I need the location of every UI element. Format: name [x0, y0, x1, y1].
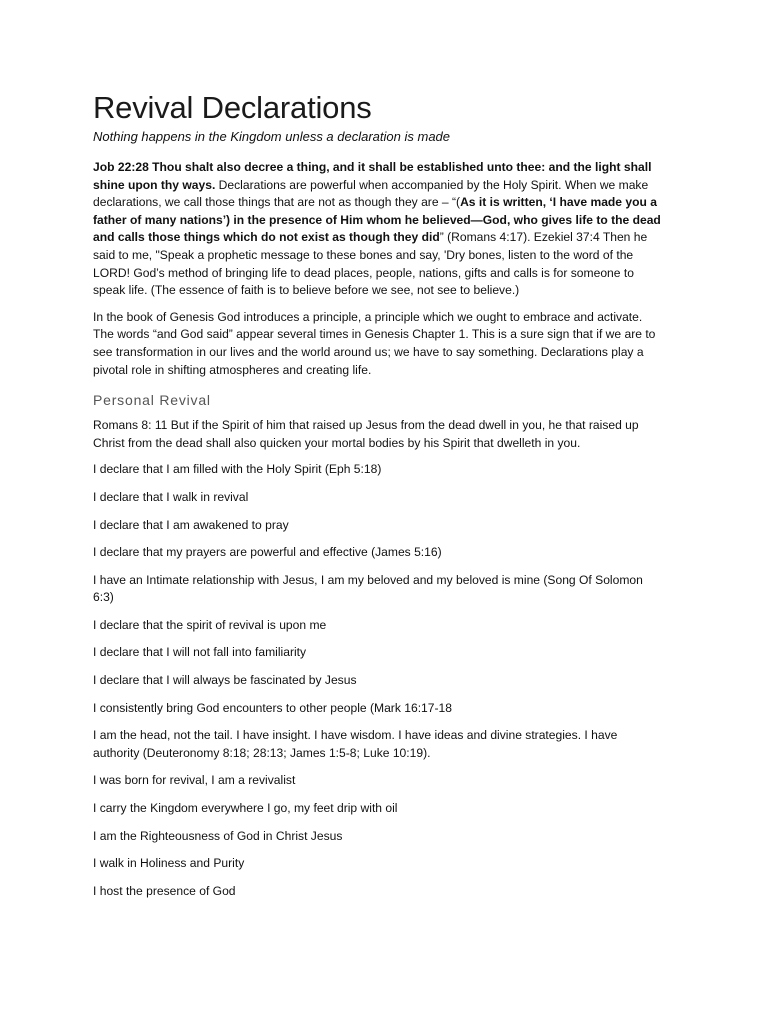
declaration-item: I declare that I walk in revival	[93, 489, 249, 504]
document-subtitle: Nothing happens in the Kingdom unless a declaration is made	[93, 129, 451, 144]
declaration-item: I walk in Holiness and Purity	[93, 856, 245, 871]
intro-text-a: Declarations are powerful when accompanied by the Holy Spirit. When we make declarations, we call those things that are not as though they are – “(	[93, 177, 649, 210]
declaration-item: I was born for revival, I am a revivalist	[93, 773, 296, 788]
declaration-item: I carry the Kingdom everywhere I go, my feet drip with oil	[93, 801, 398, 816]
declaration-item: I am the head, not the tail. I have insight. I have wisdom. I have ideas and divine strategies. I have authority (Deuteronomy 8:18; 28:13; James 1:5-8; Luke 10:19).	[93, 728, 618, 760]
job-verse-bold: Job 22:28 Thou shalt also decree a thing, and it shall be established unto thee: and the light shall shine upon thy ways.	[93, 160, 652, 192]
declaration-item: I declare that I am filled with the Holy Spirit (Eph 5:18)	[93, 462, 382, 477]
scripture-paragraph: Romans 8: 11 But if the Spirit of him that raised up Jesus from the dead dwell in you, he that raised up Christ from the dead shall also quicken your mortal bodies by his Spirit that dwelleth in you.	[93, 418, 639, 450]
declaration-item: I declare that I will always be fascinated by Jesus	[93, 673, 357, 688]
declaration-item: I declare that the spirit of revival is upon me	[93, 617, 327, 632]
intro-paragraph-2: In the book of Genesis God introduces a principle, a principle which we ought to embrace and activate. The words “and God said” appear several times in Genesis Chapter 1. This is a sure sign that if we are to see transformation in our lives and the world around us; we have to say something. Declarations play a pivotal role in shifting atmospheres and creating life.	[93, 309, 656, 377]
intro-paragraph-1	[93, 159, 663, 300]
section-heading-personal-revival: Personal Revival	[93, 392, 211, 409]
declaration-item: I declare that my prayers are powerful and effective (James 5:16)	[93, 545, 442, 560]
declaration-item: I declare that I will not fall into familiarity	[93, 645, 307, 660]
declaration-item: I host the presence of God	[93, 883, 236, 898]
declaration-item: I am the Righteousness of God in Christ Jesus	[93, 828, 343, 843]
romans-quote-bold: As it is written, ‘I have made you a father of many nations’) in the presence of Him whom he believed—God, who gives life to the dead and calls those things which do not exist as though they did	[93, 195, 661, 245]
document-page	[93, 88, 663, 910]
declaration-item: I consistently bring God encounters to other people (Mark 16:17-18	[93, 700, 452, 715]
document-title: Revival Declarations	[93, 90, 372, 125]
declaration-item: I declare that I am awakened to pray	[93, 517, 289, 532]
intro-text-b: ” (Romans 4:17). Ezekiel 37:4 Then he said to me, "Speak a prophetic message to these bones and say, 'Dry bones, listen to the word of the LORD! God’s method of bringing life to dead places, people, nations, gifts and calls is for someone to speak life. (The essence of faith is to believe before we see, not see to believe.)	[93, 230, 648, 298]
declaration-item: I have an Intimate relationship with Jesus, I am my beloved and my beloved is mine (Song Of Solomon 6:3)	[93, 572, 643, 605]
